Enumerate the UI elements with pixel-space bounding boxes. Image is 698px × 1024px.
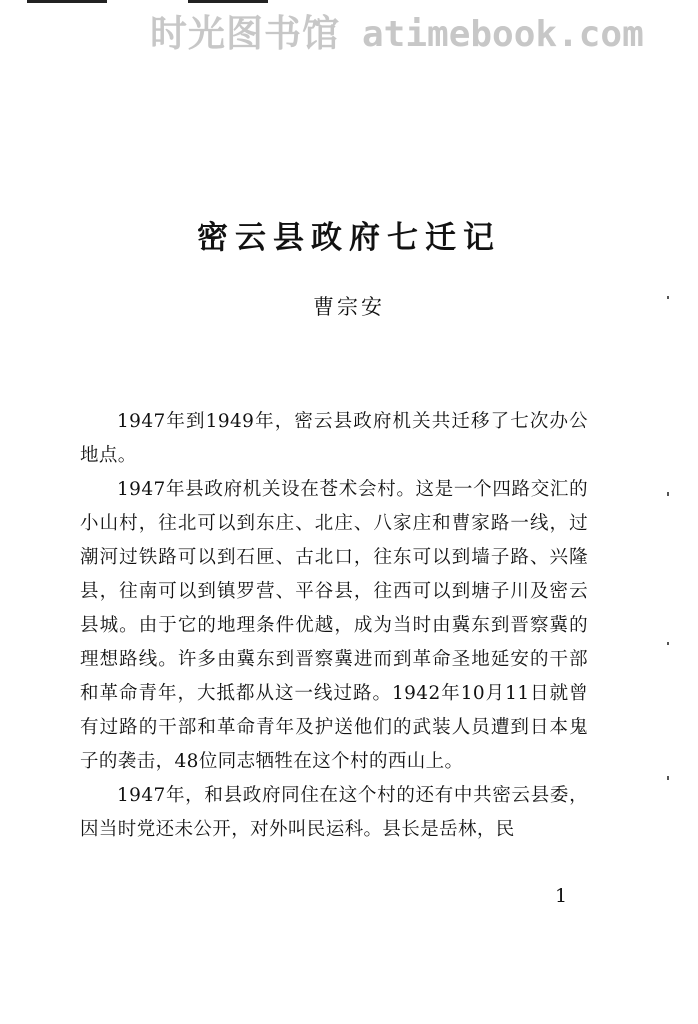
- paragraph-3: 1947年，和县政府同住在这个村的还有中共密云县委，因当时党还未公开，对外叫民运科。县长是岳林，民: [80, 785, 588, 840]
- article-body: [80, 405, 588, 847]
- paragraph-1: 1947年到1949年，密云县政府机关共迁移了七次办公地点。: [80, 411, 588, 466]
- article-author: 曹宗安: [313, 295, 385, 319]
- top-rule-left: [27, 0, 107, 3]
- watermark-site-name: 时光图书馆: [150, 12, 340, 55]
- watermark: [150, 10, 698, 58]
- top-rule-middle: [188, 0, 268, 3]
- scan-speck: [667, 776, 669, 780]
- watermark-site-url: atimebook.com: [362, 14, 644, 55]
- scan-speck: [667, 642, 669, 645]
- article-title: 密云县政府七迁记: [197, 220, 501, 256]
- paragraph-2: 1947年县政府机关设在苍术会村。这是一个四路交汇的小山村，往北可以到东庄、北庄、八家庄和曹家路一线，过潮河过铁路可以到石匣、古北口，往东可以到墙子路、兴隆县，往南可以到镇罗营、平谷县，往西可以到塘子川及密云县城。由于它的地理条件优越，成为当时由冀东到晋察冀的理想路线。许多由冀东到晋察冀进而到革命圣地延安的干部和革命青年，大抵都从这一线过路。1942年10月11日就曾有过路的干部和革命青年及护送他们的武装人员遭到日本鬼子的袭击，48位同志牺牲在这个村的西山上。: [80, 479, 588, 772]
- scan-speck: [667, 492, 669, 496]
- scan-speck: [667, 296, 669, 299]
- page-number: 1: [555, 885, 568, 907]
